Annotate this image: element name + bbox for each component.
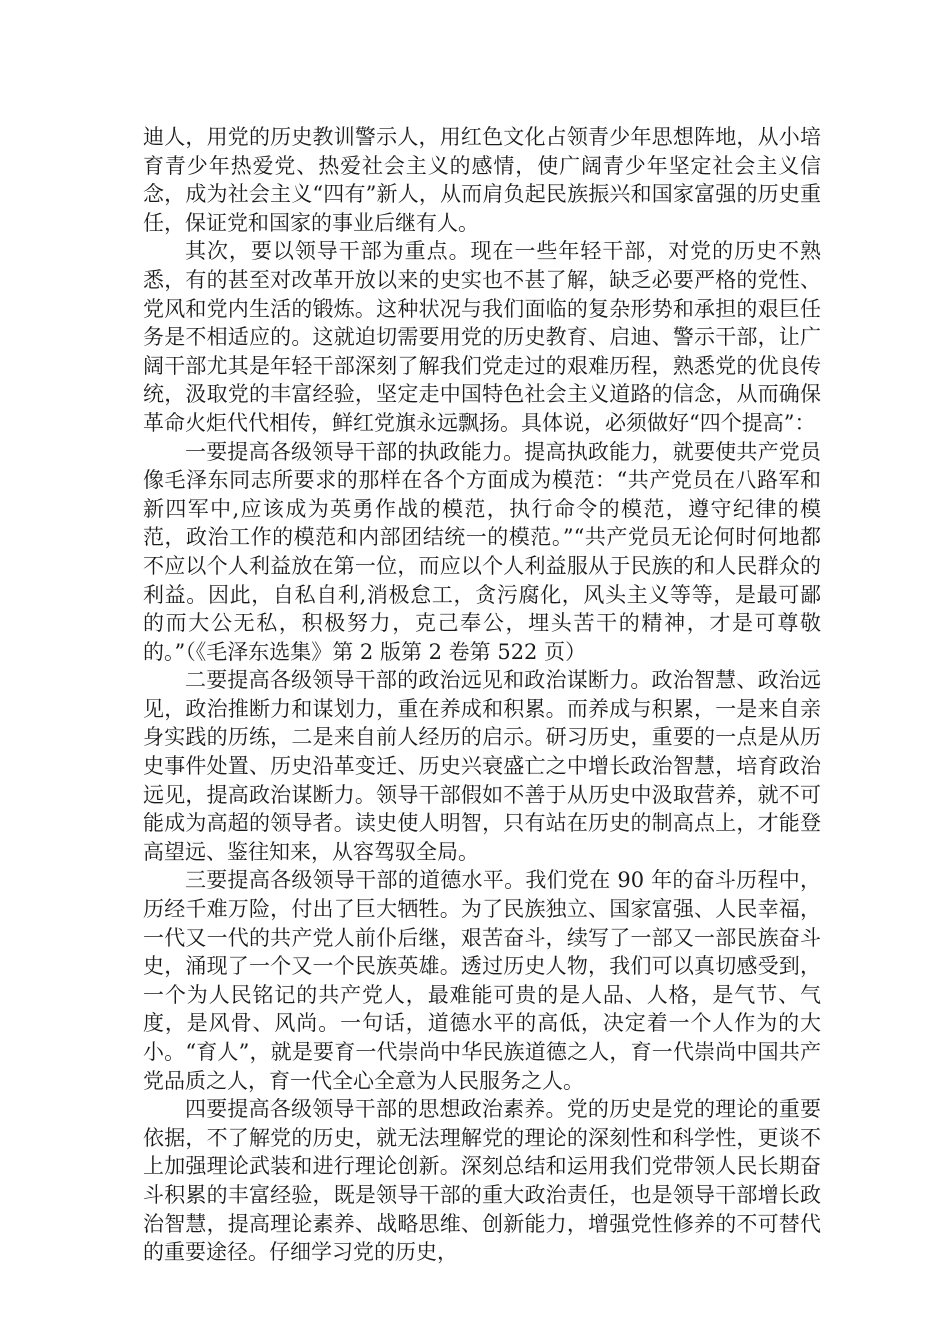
- paragraph-continuation: 迪人，用党的历史教训警示人，用红色文化占领青少年思想阵地，从小培育青少年热爱党、热爱社会主义的感情，使广阔青少年坚定社会主义信念，成为社会主义“四有”新人，从而肩负起民族振兴和国家富强的历史重任，保证党和国家的事业后继有人。: [143, 125, 821, 235]
- paragraph-political-foresight: 二要提高各级领导干部的政治远见和政治谋断力。政治智慧、政治远见，政治推断力和谋划力，重在养成和积累。而养成与积累，一是来自亲身实践的历练，二是来自前人经历的启示。研习历史，重要的一点是从历史事件处置、历史沿革变迁、历史兴衰盛亡之中增长政治智慧，培育政治远见，提高政治谋断力。领导干部假如不善于从历史中汲取营养，就不可能成为高超的领导者。读史使人明智，只有站在历史的制高点上，才能登高望远、鉴往知来，从容驾驭全局。: [143, 668, 821, 864]
- paragraph-cadres-focus: 其次，要以领导干部为重点。现在一些年轻干部，对党的历史不熟悉，有的甚至对改革开放以来的史实也不甚了解，缺乏必要严格的党性、党风和党内生活的锻炼。这种状况与我们面临的复杂形势和承担的艰巨任务是不相适应的。这就迫切需要用党的历史教育、启迪、警示干部，让广阔干部尤其是年轻干部深刻了解我们党走过的艰难历程，熟悉党的优良传统，汲取党的丰富经验，坚定走中国特色社会主义道路的信念，从而确保革命火炬代代相传，鲜红党旗永远飘扬。具体说，必须做好“四个提高”：: [143, 239, 821, 435]
- document-body: [143, 123, 821, 1267]
- paragraph-moral-level: 三要提高各级领导干部的道德水平。我们党在 90 年的奋斗历程中，历经千难万险，付出了巨大牺牲。为了民族独立、国家富强、人民幸福，一代又一代的共产党人前仆后继，艰苦奋斗，续写了一部又一部民族奋斗史，涌现了一个又一个民族英雄。透过历史人物，我们可以真切感受到，一个为人民铭记的共产党人，最难能可贵的是人品、人格，是气节、气度，是风骨、风尚。一句话，道德水平的高低，决定着一个人作为的大小。“育人”，就是要育一代崇尚中华民族道德之人，育一代崇尚中国共产党品质之人，育一代全心全意为人民服务之人。: [143, 868, 821, 1093]
- paragraph-governing-ability: 一要提高各级领导干部的执政能力。提高执政能力，就要使共产党员像毛泽东同志所要求的那样在各个方面成为模范：“共产党员在八路军和新四军中,应该成为英勇作战的模范，执行命令的模范，遵守纪律的模范，政治工作的模范和内部团结统一的模范。”“共产党员无论何时何地都不应以个人利益放在第一位，而应以个人利益服从于民族的和人民群众的利益。因此，自私自利,消极怠工，贪污腐化，风头主义等等，是最可鄙的而大公无私，积极努力，克己奉公，埋头苦干的精神，才是可尊敬的。”（《毛泽东选集》第 2 版第 2 卷第 522 页）: [143, 439, 821, 664]
- paragraph-political-literacy: 四要提高各级领导干部的思想政治素养。党的历史是党的理论的重要依据，不了解党的历史，就无法理解党的理论的深刻性和科学性，更谈不上加强理论武装和进行理论创新。深刻总结和运用我们党带领人民长期奋斗积累的丰富经验，既是领导干部的重大政治责任，也是领导干部增长政治智慧，提高理论素养、战略思维、创新能力，增强党性修养的不可替代的重要途径。仔细学习党的历史，: [143, 1097, 821, 1265]
